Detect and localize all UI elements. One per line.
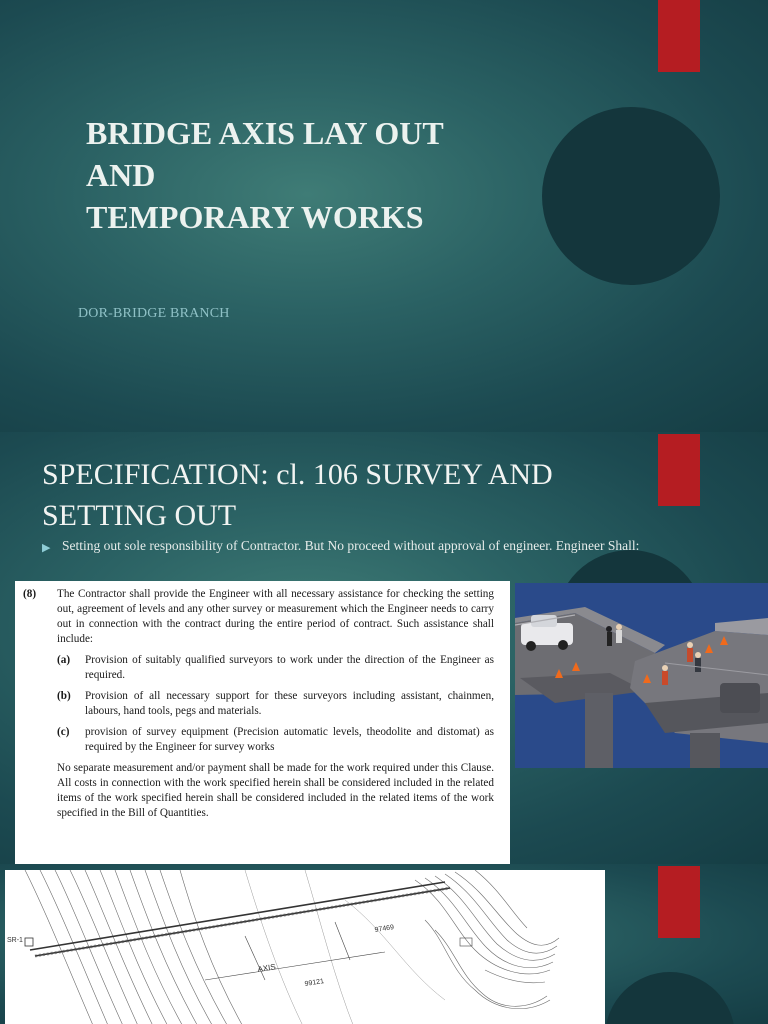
item-label: (c): [57, 726, 70, 738]
decorative-circle: [542, 107, 720, 285]
slide-subtitle: DOR-BRIDGE BRANCH: [78, 306, 230, 321]
red-accent-bar: [658, 0, 700, 72]
title-line: AND: [86, 157, 156, 193]
closing-paragraph: No separate measurement and/or payment shall be made for the work required under this Clause. All costs in connection with the work specified herein shall be considered included in the related items of the work specified herein shall be considered included in the related items of the work specified in the Bill of Quantities.: [57, 762, 494, 819]
station-label: 99121: [304, 978, 325, 988]
specification-excerpt: [15, 581, 510, 864]
red-accent-bar: [658, 434, 700, 506]
item-label: (b): [57, 690, 71, 702]
title-line: TEMPORARY WORKS: [86, 199, 424, 235]
list-item: [57, 689, 494, 719]
clause: [23, 587, 494, 821]
list-item: [57, 725, 494, 755]
item-text: Provision of all necessary support for these surveyors including assistant, chainmen, labours, hand tools, pegs and materials.: [85, 690, 494, 717]
title-line: BRIDGE AXIS LAY OUT: [86, 115, 444, 151]
item-text: Provision of suitably qualified surveyors to work under the direction of the Engineer as required.: [85, 654, 494, 681]
specification-slide: [0, 432, 768, 864]
slide-title: [86, 112, 444, 238]
decorative-circle: [605, 972, 735, 1024]
reference-mark-label: SR-1: [7, 937, 23, 944]
clause-number: (8): [23, 588, 37, 600]
item-text: provision of survey equipment (Precision automatic levels, theodolite and distomat) as required by the Engineer for survey works: [85, 726, 494, 753]
bridge-photo-illustration: [515, 583, 768, 768]
bullet-arrow-icon: ▶: [42, 542, 51, 554]
red-accent-bar: [658, 866, 700, 938]
bridge-axis-slide: [0, 864, 768, 1024]
slide-title: SPECIFICATION: cl. 106 SURVEY AND SETTING OUT: [42, 458, 553, 532]
title-slide: [0, 0, 768, 432]
station-label: 97469: [374, 924, 395, 934]
item-label: (a): [57, 654, 71, 666]
bridge-survey-photo: [515, 583, 768, 768]
bullet-item: [42, 537, 722, 555]
bullet-text: Setting out sole responsibility of Contractor. But No proceed without approval of engineer. Engineer Shall:: [62, 538, 640, 553]
topographic-drawing: [5, 870, 605, 1024]
bridge-axis-survey-drawing: [5, 870, 605, 1024]
clause-text: The Contractor shall provide the Engineer with all necessary assistance for checking the setting out, agreement of levels and any other survey or measurement which the Engineer needs to carry out in connection with the contract during the entire period of contract. Such assistance shall include:: [57, 588, 494, 645]
list-item: [57, 653, 494, 683]
axis-label: AXIS: [256, 962, 277, 974]
